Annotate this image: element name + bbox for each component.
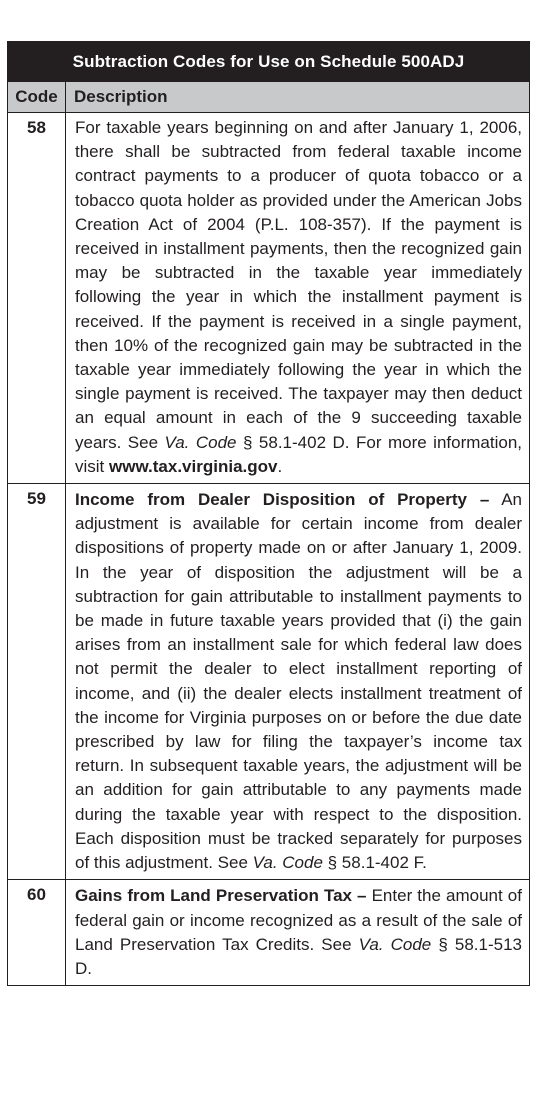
row-description bbox=[66, 484, 529, 879]
table-row-59 bbox=[8, 484, 529, 880]
website-link[interactable]: www.tax.virginia.gov bbox=[109, 456, 278, 476]
code-citation: Va. Code bbox=[252, 853, 323, 873]
table-row-60 bbox=[8, 880, 529, 985]
row-code: 60 bbox=[8, 880, 66, 985]
description-text: Enter the amount of federal gain or income recognized as a result of the sale of Land Preservation Tax Credits. See bbox=[75, 886, 522, 954]
row-code: 58 bbox=[8, 113, 66, 483]
row-heading: Gains from Land Preservation Tax – bbox=[75, 886, 367, 906]
table-row-58 bbox=[8, 113, 529, 484]
description-text: § 58.1-513 D. bbox=[75, 934, 523, 978]
code-citation: Va. Code bbox=[164, 432, 237, 452]
description-text: § 58.1-402 D. For more information, visit bbox=[75, 432, 522, 476]
description-text: § 58.1-402 F. bbox=[322, 853, 427, 873]
table-title: Subtraction Codes for Use on Schedule 500ADJ bbox=[8, 42, 529, 82]
description-text: For taxable years beginning on and after January 1, 2006, there shall be subtracted from federal taxable income contract payments to a producer of quota tobacco or a tobacco quota holder as provided under the American Jobs Creation Act of 2004 (P.L. 108-357). If the payment is received in installment payments, then the recognized gain may be subtracted in the taxable year immediately following the year in which the installment payment is received. If the payment is received in a single payment, then 10% of the recognized gain may be subtracted in the taxable year immediately following the year in which the single payment is received. The taxpayer may then deduct an equal amount in each of the 9 succeeding taxable years. See bbox=[75, 118, 522, 452]
code-citation: Va. Code bbox=[358, 934, 432, 954]
row-heading: Income from Dealer Disposition of Property – bbox=[75, 490, 490, 510]
row-description bbox=[66, 113, 529, 483]
subtraction-codes-table bbox=[7, 41, 530, 986]
description-text: An adjustment is available for certain income from dealer dispositions of property made on or after January 1, 2009. In the year of disposition the adjustment will be a subtraction for gain attributable to installment payments to be made in future taxable years provided that (i) the gain arises from an installment sale for which federal law does not permit the dealer to elect installment reporting of income, and (ii) the dealer elects installment treatment of the income for Virginia purposes on or before the due date prescribed by law for filing the taxpayer’s income tax return. In subsequent taxable years, the adjustment will be an addition for gain attributable to any payments made during the taxable year with respect to the disposition. Each disposition must be tracked separately for purposes of this adjustment. See bbox=[75, 490, 522, 873]
table-header-row bbox=[8, 82, 529, 113]
row-description bbox=[66, 880, 529, 985]
code-column-header: Code bbox=[8, 82, 66, 112]
row-code: 59 bbox=[8, 484, 66, 879]
description-text: . bbox=[277, 456, 283, 476]
description-column-header: Description bbox=[74, 87, 168, 106]
